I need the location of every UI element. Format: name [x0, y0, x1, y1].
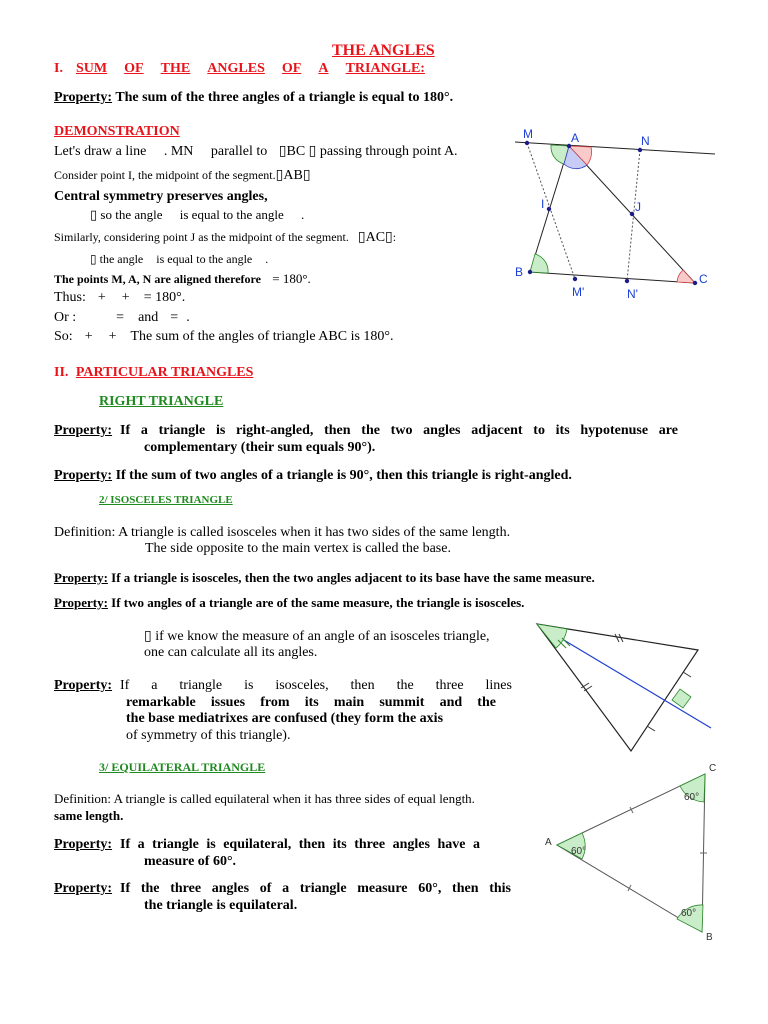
demo-line-10: So: + + The sum of the angles of triangle ABC is 180°. [54, 329, 394, 344]
angle-mark-green-b [530, 254, 548, 273]
isosceles-definition-2: The side opposite to the main vertex is called the base. [145, 541, 451, 556]
line-mn [515, 142, 715, 154]
demo-line-5: Similarly, considering point J as the midpoint of the segment. ▯AC▯: [54, 230, 397, 245]
property-label: Property: [54, 468, 113, 483]
property-label: Property: [54, 90, 113, 105]
heading-word: THE [160, 61, 191, 76]
isosceles-note [144, 628, 490, 645]
label-c: C [709, 763, 717, 774]
label-m-prime: M' [572, 285, 585, 299]
property-text: the base mediatrixes are confused (they form the axis [126, 711, 444, 726]
segment-ab: ▯AB▯ [275, 168, 311, 183]
demo-text: = 180°. [272, 271, 311, 286]
property-label: Property: [54, 595, 108, 610]
right-property-2 [54, 468, 572, 484]
tick-mark [615, 634, 619, 642]
demo-line-7 [54, 271, 311, 287]
isosceles-property-2 [54, 595, 524, 611]
demo-line-2 [54, 167, 311, 184]
demo-text: parallel to [210, 144, 268, 159]
property-text: If the sum of two angles of a triangle is 90°, then this triangle is right-angled. [115, 468, 572, 483]
property-text: If a triangle is isosceles, then the two angles adjacent to its base have the same measure. [111, 570, 595, 585]
label-a: A [545, 837, 552, 848]
heading-word: OF [124, 61, 144, 76]
heading-word: SUM [76, 61, 108, 76]
right-angle-mark [672, 689, 691, 708]
section-1-heading-number: I. [54, 61, 63, 76]
equilateral-triangle-figure [542, 760, 722, 945]
angle-mark-red-c [677, 270, 695, 283]
label-n: N [641, 134, 650, 148]
property-line: remarkable issues from its main summit and the [126, 695, 496, 710]
angle-label-a: 60° [571, 846, 587, 857]
heading-word: A [318, 61, 329, 76]
implies-icon: ▯ [144, 629, 152, 644]
label-c: C [699, 272, 708, 286]
equilateral-definition: Definition: A triangle is called equilateral when it has three sides of equal length. [54, 791, 475, 806]
angle-label-c: 60° [684, 792, 700, 803]
label-b: B [515, 265, 524, 279]
point-i [547, 207, 551, 211]
equilateral-definition-2: same length. [54, 808, 124, 823]
heading-word: TRIANGLE: [345, 61, 425, 76]
demo-text: Similarly, considering point J as the midpoint of the segment. [54, 230, 349, 244]
right-triangle-heading: RIGHT TRIANGLE [99, 394, 224, 409]
heading-word: ANGLES [207, 61, 265, 76]
sum-property [54, 90, 453, 106]
label-n-prime: N' [627, 287, 638, 301]
label-i: I [541, 197, 545, 211]
tick-mark [647, 726, 655, 731]
isosceles-triangle-figure [533, 620, 718, 755]
segment-mn: . MN [163, 144, 194, 159]
isosceles-note-2: one can calculate all its angles. [144, 645, 318, 660]
label-a: A [571, 131, 580, 145]
segment-ac: ▯AC▯ [357, 230, 393, 245]
point-n-prime [625, 279, 629, 283]
demo-text: so the angle [100, 207, 163, 222]
demo-line-4 [90, 207, 304, 223]
section-2-heading: II. PARTICULAR TRIANGLES [54, 365, 254, 380]
demo-line-3: Central symmetry preserves angles, [54, 189, 268, 204]
label-m: M [523, 127, 533, 141]
demo-text: . [265, 252, 269, 266]
implies-icon: ▯ [90, 207, 98, 222]
isosceles-property-1 [54, 570, 595, 586]
isosceles-definition: Definition: A triangle is called isosceles when it has two sides of the same length. [54, 525, 511, 540]
point-m [525, 141, 529, 145]
point-b [528, 270, 532, 274]
property-label: Property: [54, 881, 113, 896]
demo-text: The points M, A, N are aligned therefore [54, 272, 261, 286]
point-n [638, 148, 642, 152]
property-line: If a triangle is equilateral, then its three angles have a [120, 837, 480, 852]
property-line: If a triangle is isosceles, then the three lines [120, 678, 512, 693]
property-label: Property: [54, 678, 113, 693]
isosceles-heading: 2/ ISOSCELES TRIANGLE [99, 494, 233, 506]
side-bc [530, 272, 695, 283]
demo-line-9: Or : = and = . [54, 310, 190, 325]
demo-text: the angle [99, 252, 144, 266]
equilateral-heading: 3/ EQUILATERAL TRIANGLE [99, 760, 266, 774]
segment-bc: ▯BC ▯ [278, 144, 317, 159]
property-label: Property: [54, 837, 113, 852]
section-1-heading [76, 61, 425, 77]
demo-text: Consider point I, the midpoint of the segment. [54, 168, 276, 182]
demo-line-8: Thus: + + = 180°. [54, 290, 186, 305]
heading-word: OF [281, 61, 302, 76]
property-line: If a triangle is right-angled, then the two angles adjacent to its hypotenuse are [120, 423, 678, 438]
label-j: J [635, 200, 641, 214]
property-label: Property: [54, 423, 113, 438]
property-text: measure of 60°. [144, 854, 237, 869]
demo-text: is equal to the angle [179, 207, 284, 222]
property-line: If the three angles of a triangle measure 60°, then this [120, 881, 511, 896]
note-text: if we know the measure of an angle of an isosceles triangle, [155, 629, 490, 644]
demo-text: Let's draw a line [54, 144, 147, 159]
point-j [630, 212, 634, 216]
property-text: of symmetry of this triangle). [126, 728, 291, 743]
tick-mark [683, 672, 691, 677]
triangle-demo-figure [505, 120, 720, 300]
demo-line-1 [54, 143, 458, 160]
property-text: the triangle is equilateral. [144, 898, 298, 913]
demonstration-heading: DEMONSTRATION [54, 124, 180, 139]
page-title: THE ANGLES [332, 42, 435, 59]
point-c [693, 281, 697, 285]
label-b: B [706, 932, 713, 943]
property-text: If two angles of a triangle are of the same measure, the triangle is isosceles. [111, 595, 525, 610]
point-m-prime [573, 277, 577, 281]
property-label: Property: [54, 570, 108, 585]
demo-text: passing through point A. [319, 144, 458, 159]
demo-text: is equal to the angle [156, 252, 253, 266]
demo-text: . [300, 207, 305, 222]
property-text: The sum of the three angles of a triangle is equal to 180°. [115, 90, 454, 105]
implies-icon: ▯ [90, 252, 97, 266]
demo-line-6 [90, 252, 268, 267]
property-text: complementary (their sum equals 90°). [144, 440, 376, 455]
angle-label-b: 60° [681, 908, 697, 919]
